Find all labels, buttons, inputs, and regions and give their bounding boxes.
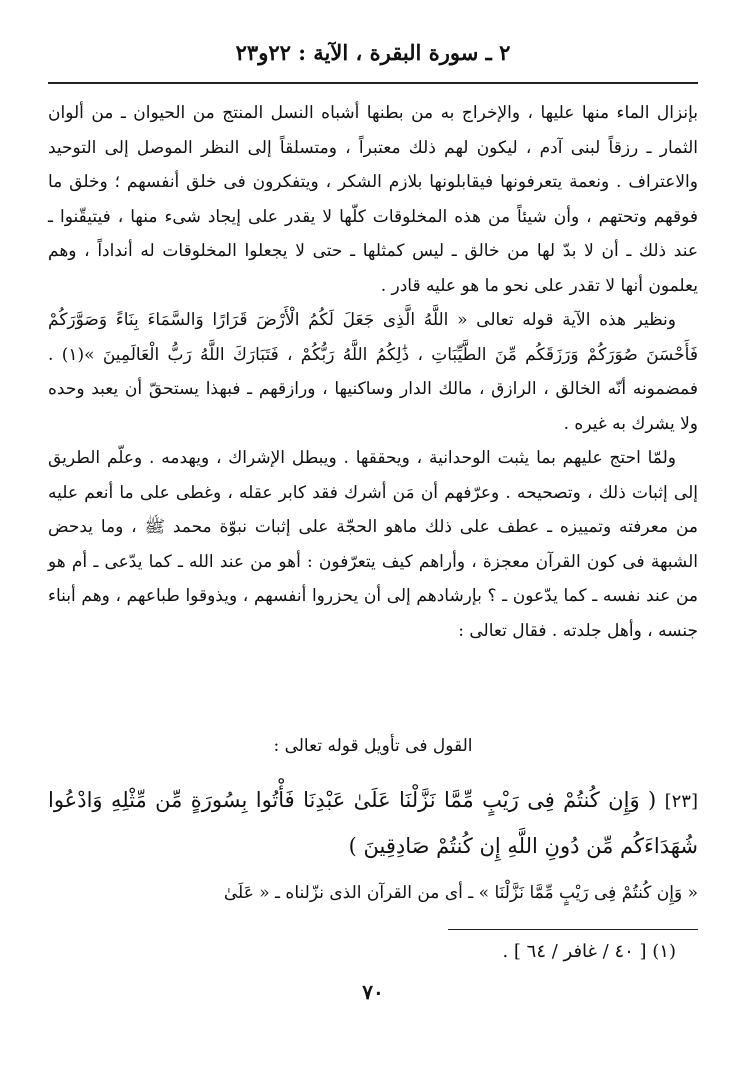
body-text <box>48 96 698 648</box>
paragraph: ولمّا احتج عليهم بما يثبت الوحدانية ، ويحققها . ويبطل الإشراك ، ويهدمه . وعلّم الطريق إلى إثبات ذلك ، وتصحيحه . وعرّفهم أن مَن أشرك فقد كابر عقله ، وغطى على ما أنعم عليه من معرفته وتمييزه ـ عطف على ذلك ماهو الحجّة على إثبات نبوّة محمد ﷺ ، وما يدحض الشبهة فى كون القرآن معجزة ، وأراهم كيف يتعرّفون : أهو من عند الله ـ كما يدّعى ـ أم هو من عند نفسه ـ كما يدّعون ـ ؟ بإرشادهم إلى أن يحزروا أنفسهم ، ويذوقوا طباعهم ، وهم أبناء جنسه ، وأهل جلدته . فقال تعالى : <box>48 448 698 641</box>
verse-text: ( وَإِن كُنتُمْ فِى رَيْبٍ مِّمَّا نَزَّلْنَا عَلَىٰ عَبْدِنَا فَأْتُوا بِسُورَةٍ مِّن مِّثْلِهِ وَادْعُوا شُهَدَاءَكُم مِّن دُونِ اللَّهِ إِن كُنتُمْ صَادِقِينَ ) <box>48 788 698 858</box>
page-number: ٧٠ <box>362 980 384 1004</box>
quran-verse <box>48 778 698 868</box>
footnote-divider <box>448 929 698 930</box>
verse-number: [٢٣] <box>664 791 698 812</box>
header-divider <box>48 82 698 84</box>
paragraph: ونظير هذه الآية قوله تعالى « اللَّهُ الَّذِى جَعَلَ لَكُمُ الْأَرْضَ قَرَارًا وَالسَّمَاءَ بِنَاءً وَصَوَّرَكُمْ فَأَحْسَنَ صُوَرَكُمْ وَرَزَقَكُم مِّنَ الطَّيِّبَاتِ ، ذَٰلِكُمُ اللَّهُ رَبُّكُمْ ، فَتَبَارَكَ اللَّهُ رَبُّ الْعَالَمِينَ »(١) . فمضمونه أنّه الخالق ، الرازق ، مالك الدار وساكنيها ، ورازقهم ـ فبهذا يستحقّ أن يعبد وحده ولا يشرك به غيره . <box>48 310 698 434</box>
commentary-line: « وَإِن كُنتُمْ فِى رَيْبٍ مِّمَّا نَزَّلْنَا » ـ أى من القرآن الذى نزّلناه ـ « عَلَىٰ <box>223 883 698 903</box>
footnote: (١) [ ٤٠ / غافر / ٦٤ ] . <box>502 941 676 962</box>
running-title: ٢ ـ سورة البقرة ، الآية : ٢٢و٢٣ <box>235 40 511 65</box>
paragraph: بإنزال الماء منها عليها ، والإخراج به من بطنها أشباه النسل المنتج من الحيوان ـ من ألوان الثمار ـ رزقاً لبنى آدم ، ليكون لهم ذلك معتبراً ، ومتسلقاً إلى النظر الموصل إلى التوحيد والاعتراف . ونعمة يتعرفونها فيقابلونها بلازم الشكر ، ويتفكرون فى خلق أنفسهم ؛ وخلق ما فوقهم وتحتهم ، وأن شيئاً من هذه المخلوقات كلّها لا يقدر على إيجاد شىء منها ، فيتيقّنوا ـ عند ذلك ـ أن لا بدّ لها من خالق ـ ليس كمثلها ـ حتى لا يجعلوا المخلوقات له أنداداً ، وهم يعلمون أنها لا تقدر على نحو ما هو عليه قادر . <box>48 103 698 296</box>
section-heading: القول فى تأويل قوله تعالى : <box>273 736 473 756</box>
